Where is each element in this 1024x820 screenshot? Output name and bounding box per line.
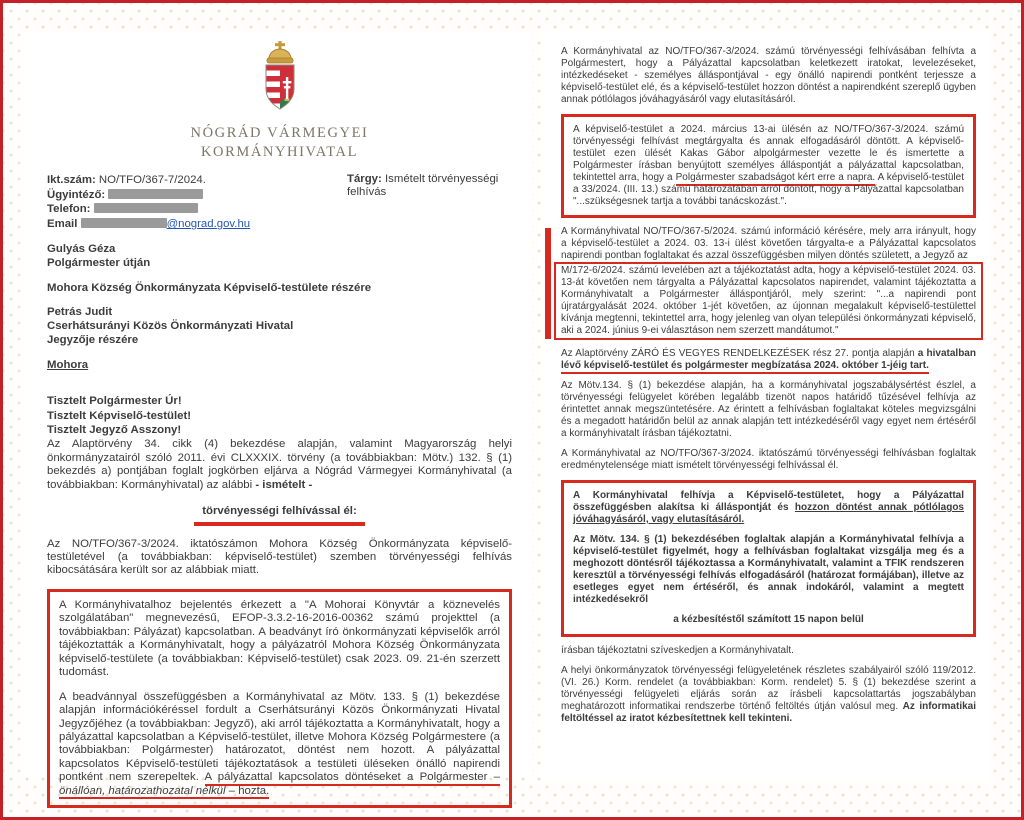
document-page-left xyxy=(25,33,532,797)
legal-basis-repeated: - ismételt - xyxy=(255,478,313,491)
mandate-text: Az Alaptörvény ZÁRÓ ÉS VEGYES RENDELKEZÉSEK rész 27. pontja alapján xyxy=(561,348,918,359)
phone-label: Telefon: xyxy=(47,203,91,216)
letterhead-line2: KORMÁNYHIVATAL xyxy=(200,143,359,160)
inquiry-underlined-start: A pályázattal kapcsolatos döntéseket a Polgármester – xyxy=(205,771,500,786)
korm-rendelet-bold: Az informatikai feltöltéssel az iratot kézbesítettnek kell tekinteni. xyxy=(561,701,976,724)
right-paragraph-motv134: Az Mötv.134. § (1) bekezdése alapján, ha a kormányhivatal jogszabálysértést észlel, a törvényességi felügyelet körében legalább tizenöt napos határidő tűzésével felhívja az érintettet annak megszüntetésére. Az érintett a felhívásban foglaltakat köteles megvizsgálni és a megadott határidőn belül az annak alapján tett intézkedéséről vagy egyet nem értéséről a kormányhivatalt írásban tájékoztatni. xyxy=(561,380,976,439)
clerk-row xyxy=(47,188,347,203)
subject-label: Tárgy: xyxy=(347,172,382,185)
recipient-office-notary: Cserhátsurányi Közös Önkormányzati Hivatal xyxy=(47,320,294,333)
red-margin-bar xyxy=(545,228,551,339)
info-request-thin-box: M/172-6/2024. számú levelében azt a tájékoztatást adta, hogy a képviselő-testület 2024. 03. 13-át követően nem tárgyalta a Pályázattal kapcsolatos napirendet, valamint tájékoztatta a Kormányhivatalt a Polgármester álláspontjáról, mely szerint: "...a napirendi pont újratárgyalását 2024. október 1-jét követően, az újonnan megalakult képviselő-testülettel kívánja megtenni, tekintettel arra, hogy jelenleg van olyan települési önkormányzati képviselő, aki a 2024. június 9-ei választáson nem szerzett mandátumot." xyxy=(554,262,983,340)
left-paragraph-prior-notice: Az NO/TFO/367-3/2024. iktatószámon Mohora Község Önkormányzata képviselő-testületével (a továbbiakban: képviselő-testület) szemben törvényességi felhívás kibocsátására került sor az alábbiak miatt. xyxy=(47,537,512,577)
call-underlined: hozzon döntést annak pótlólagos jóváhagyásáról, vagy elutasításáról. xyxy=(573,502,964,525)
right-highlight-box-call xyxy=(561,480,976,637)
letterhead xyxy=(47,124,512,160)
inquiry-underlined-italic: önállóan, határozathozatal nélkül xyxy=(59,785,226,800)
right-paragraph-inform: írásban tájékoztatni szíveskedjen a Kormányhivatalt. xyxy=(561,645,794,656)
clerk-redaction-box xyxy=(108,189,203,199)
recipient-body: Mohora Község Önkormányzata Képviselő-testülete részére xyxy=(47,281,372,294)
file-number-value: NO/TFO/367-7/2024. xyxy=(98,173,206,186)
call-paragraph-procedure: Az Mötv. 134. § (1) bekezdésében foglaltak alapján a Kormányhivatal felhívja a képviselő-testület figyelmét, hogy a felhívásban foglaltakat vizsgálja meg és a meghozott döntésről tájékoztassa a Kormányhivatalt, valamint a TFIK rendszeren keresztül a törvényességi felhívás elfogadásáról (határozat formájában), illetve az esetleges egyet nem értéséről, és annak indokáról, valamint a megtett intézkedésekről xyxy=(573,534,964,605)
info-request-intro: A Kormányhivatal NO/TFO/367-5/2024. számú információ kérésére, mely arra irányult, hogy a képviselő-testület a 2024. 03. 13-i ülést követően tárgyalta-e a Pályázattal kapcsolatos napirendi pontban foglaltakat és azzal összefüggésben milyen döntés született, a Jegyző az xyxy=(561,226,976,261)
mandate-bold-start: a hivatalban xyxy=(917,348,976,359)
email-label: Email xyxy=(47,218,78,231)
subject-value: Ismételt törvényességi felhívás xyxy=(347,172,499,199)
email-redaction-box xyxy=(81,218,167,228)
right-paragraph-mandate xyxy=(561,348,976,372)
recipients-block xyxy=(47,242,512,372)
clerk-label: Ügyintéző: xyxy=(47,188,106,201)
korm-rendelet-text: A helyi önkormányzatok törvényességi felügyeletének részletes szabályairól szóló 119/2012. (VI. 26.) Korm. rendelet (a továbbiakban: Korm. rendelet) 5. § (1) bekezdése szerint a törvényességi felügyeleti eljárás során az írásbeli kapcsolattartás jogszabályban meghatározott informatikai rendszerbe történő feltöltés útján valósul meg. xyxy=(561,665,976,712)
letterhead-line1: NÓGRÁD VÁRMEGYEI xyxy=(190,125,369,142)
inquiry-text: A beadvánnyal összefüggésben a Kormányhivatal az Mötv. 133. § (1) bekezdése alapján információkéréssel fordult a Cserhátsurányi Közös Önkormányzati Hivatal Jegyzőjéhez (a továbbiakban: Jegyző), aki arról tájékoztatta a Kormányhivatalt, hogy a pályázattal kapcsolatban a Képviselő-testület, illetve Mohora Község Polgármestere (a továbbiakban: Polgármester) határozatot, döntést nem hozott. A pályázattal kapcsolatos Képviselő-testületi tájékoztatások a testületi üléseken önálló napirendi pontként nem szerepeltek. xyxy=(59,690,500,784)
right-paragraph-first-notice: A Kormányhivatal az NO/TFO/367-3/2024. számú törvényességi felhívásában felhívta a Polgármestert, hogy a Pályázattal kapcsolatban keletkezett iratokat, levelezéseket, intézkedéseket - személyes álláspontjával - egy önálló napirendi pontként terjessze a képviselő-testület elé, és a képviselő-testület hozzon döntést a napirendként szereplő ügyben annak pótlólagos jóváhagyásáról vagy elutasításáról. xyxy=(561,46,976,105)
legal-notice-heading: törvényességi felhívással él: xyxy=(194,505,365,525)
left-highlight-box xyxy=(47,589,512,808)
phone-redaction-box xyxy=(94,203,198,213)
meta-right xyxy=(347,173,512,232)
recipient-name-mayor: Gulyás Géza xyxy=(47,243,116,256)
box-paragraph-complaint: A Kormányhivatalhoz bejelentés érkezett a "A Mohorai Könyvtár a köznevelés szolgálatában" megnevezésű, EFOP-3.3.2-16-2016-00362 számú projekttel (a továbbiakban: Pályázat) kapcsolatban. A beadványt író önkormányzati képviselők arról tájékoztatták a Kormányhivatalt, hogy a pályázatról Mohora Község Önkormányzata képviselő-testülete (a továbbiakban: Képviselő-testület) csak 2023. 09. 21-én szerzett tudomást. xyxy=(59,598,500,679)
salutation-notary: Tisztelt Jegyző Asszony! xyxy=(47,424,182,437)
recipient-role-notary: Jegyzője részére xyxy=(47,334,139,347)
mandate-bold-underlined: lévő képviselő-testület és polgármester megbízatása 2024. október 1-jéig tart. xyxy=(561,360,929,374)
session-underlined: Polgármester szabadságot kért erre a napra. xyxy=(676,172,876,186)
hungary-coat-of-arms-icon xyxy=(252,41,308,117)
legal-basis-text: Az Alaptörvény 34. cikk (4) bekezdése alapján, valamint Magyarország helyi önkormányzatairól szóló 2011. évi CLXXXIX. törvény (a továbbiakban: Mötv.) 132. § (1) bekezdés a) pontjában foglalt jogkörben eljárva a Nógrád Vármegyei Kormányhivatal (a továbbiakban: Kormányhivatal) az alábbi xyxy=(47,438,512,491)
salutation-mayor: Tisztelt Polgármester Úr! xyxy=(47,394,182,407)
meta-left xyxy=(47,173,347,232)
email-domain-link[interactable]: @nograd.gov.hu xyxy=(166,218,251,231)
heading-wrap xyxy=(47,505,512,525)
box-paragraph-inquiry xyxy=(59,691,500,799)
meta-block xyxy=(47,173,512,232)
right-paragraph-korm-rendelet xyxy=(561,665,976,725)
right-highlight-box-session xyxy=(561,114,976,218)
phone-row xyxy=(47,202,347,217)
information-request-section xyxy=(561,226,976,340)
recipient-name-notary: Petrás Judit xyxy=(47,305,113,318)
session-text-end: A képviselő-testület a 33/2024. (III. 13.) számú határozatában arról döntött, hogy a Pályázattal kapcsolatban "...szükségesnek tartja a további tanácskozást.". xyxy=(573,172,964,207)
left-paragraph-legal-basis xyxy=(47,438,512,492)
box-paragraph-session xyxy=(573,124,964,208)
call-text: A Kormányhivatal felhívja a Képviselő-testületet, hogy a Pályázattal összefüggésben alakítsa ki álláspontját és xyxy=(573,490,964,513)
salutation-council: Tisztelt Képviselő-testület! xyxy=(47,409,192,422)
recipient-role-mayor: Polgármester útján xyxy=(47,257,151,270)
right-paragraph-repeat-call: A Kormányhivatal az NO/TFO/367-3/2024. iktatószámú törvényességi felhívásban foglaltak eredménytelensége miatt ismételt törvényességi felhívással él. xyxy=(561,448,976,471)
inquiry-underlined-end: – hozta. xyxy=(226,785,270,800)
session-text: A képviselő-testület a 2024. március 13-ai ülésén az NO/TFO/367-3/2024. számú törvényességi felhívást megtárgyalta és annak elfogadásáról döntött. A képviselő-testület ezen ülését Kakas Gábor alpolgármester vezette le és ismertette a Polgármester írásban benyújtott személyes álláspontját a pályázattal kapcsolatban, tekintettel arra, hogy a xyxy=(573,124,964,183)
file-number-label: Ikt.szám: xyxy=(47,173,96,186)
crest-wrap xyxy=(47,41,512,121)
document-page-right xyxy=(541,31,989,781)
email-row xyxy=(47,217,347,232)
recipient-city: Mohora xyxy=(47,358,89,371)
deadline-line: a kézbesítéstől számított 15 napon belül xyxy=(673,614,864,625)
call-paragraph-decision xyxy=(573,490,964,526)
salutation-block xyxy=(47,394,512,438)
file-number-row xyxy=(47,173,347,188)
